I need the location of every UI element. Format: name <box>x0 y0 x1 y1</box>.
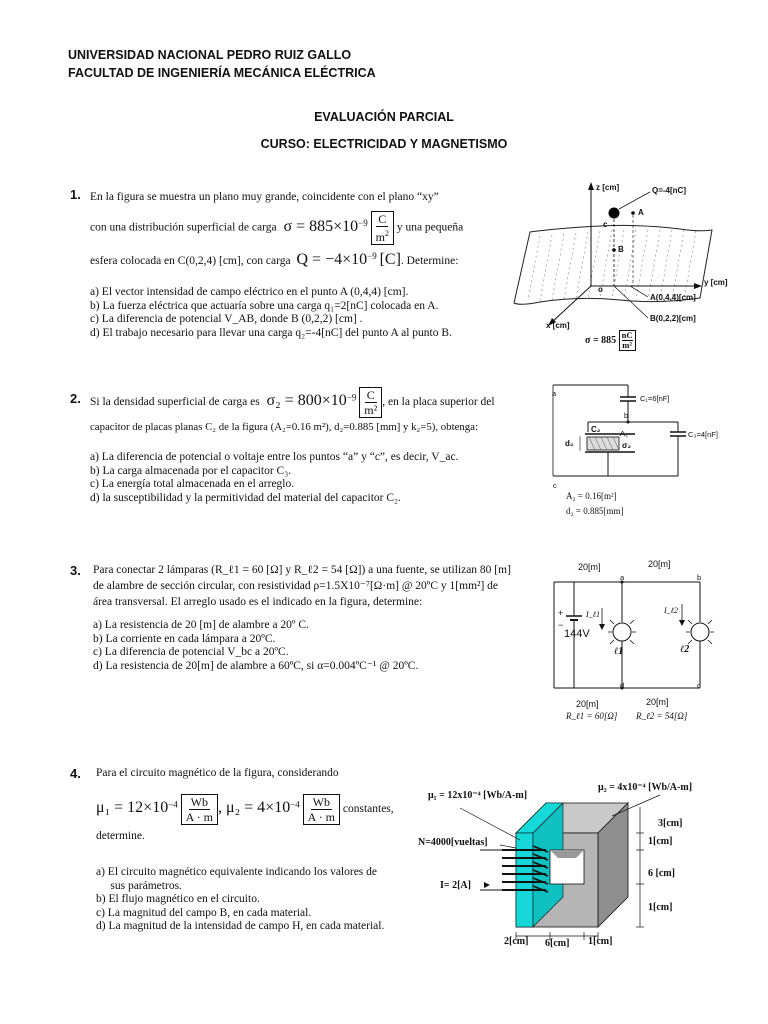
fig4-b6: 6[cm] <box>545 938 570 949</box>
fig2-c1: C₁=6[nF] <box>640 394 670 403</box>
fig3-w2: 20[m] <box>648 559 671 569</box>
fig2-s2: σ₂ <box>622 441 632 450</box>
fig1-a-label: A <box>638 208 644 217</box>
fig3-il1: I_ℓ1 <box>586 610 600 619</box>
q2-item-c: c) La energía total almacenada en el arreglo. <box>90 478 295 491</box>
fig2-a: a <box>552 389 557 398</box>
fig4-d6: 6 [cm] <box>648 868 675 879</box>
fig3-w4: 20[m] <box>646 697 669 707</box>
q1-item-b: b) La fuerza eléctrica que actuaría sobre una carga q₁=2[nC] colocada en A. <box>90 299 439 312</box>
q4-item-a: a) El circuito magnético equivalente indicando los valores de <box>96 866 378 878</box>
fig2-c2: C₂ <box>591 425 601 434</box>
n-leader <box>500 845 516 848</box>
q1-q-expr: Q = −4×10 <box>296 250 368 268</box>
mu1-leader <box>460 808 520 840</box>
q1-sigma-exp: −9 <box>358 217 368 228</box>
fig4-d3: 3[cm] <box>658 818 683 829</box>
q4-unit1-den: A · m <box>185 810 213 824</box>
fig2-area: A₂ = 0.16[m²] <box>566 491 617 501</box>
fig1-c-label: c <box>603 220 608 229</box>
q3-line-3: área transversal. El arreglo usado es el indicado en la figura, determine: <box>93 596 423 608</box>
fig1-x-label: x [cm] <box>546 321 570 330</box>
fig1-pb-label: B(0,2,2)[cm] <box>650 314 696 323</box>
q2-line-2: capacitor de placas planas C₂ de la figura (A₂=0.16 m²), d₂=0.885 [mm] y k₂=5), obtenga: <box>90 421 478 433</box>
q4-item-b: b) El flujo magnético en el circuito. <box>96 893 260 906</box>
q1-item-a: a) El vector intensidad de campo eléctrico en el punto A (0,4,4) [cm]. <box>90 286 409 298</box>
fig3-plus: + <box>558 608 564 618</box>
fig4-d1a: 1[cm] <box>648 836 673 847</box>
q3-line-1: Para conectar 2 lámparas (R_ℓ1 = 60 [Ω] y R_ℓ2 = 54 [Ω]) a una fuente, se utilizan 80 [m] <box>93 564 511 576</box>
q1-line-1: En la figura se muestra un plano muy grande, coincidente con el plano “xy” <box>90 191 439 203</box>
q2-line-1b: , en la placa superior del <box>382 396 495 409</box>
question-4-number: 4. <box>70 766 81 781</box>
q3-item-b: b) La corriente en cada lámpara a 20ºC. <box>93 632 276 645</box>
q4-unit2-num: Wb <box>312 795 330 809</box>
q4-item-a-cont: sus parámetros. <box>96 879 182 892</box>
question-1-number: 1. <box>70 187 81 202</box>
fig4-d1b: 1[cm] <box>648 902 673 913</box>
q3-line-2: de alambre de sección circular, con resistividad ρ=1.5X10⁻⁷[Ω·m] @ 20ºC y 1[mm²] de <box>93 580 499 592</box>
question-3-number: 3. <box>70 563 81 578</box>
fig3-voltage: 144V <box>564 628 590 640</box>
q1-item-d: d) El trabajo necesario para llevar una carga q₂=-4[nC] del punto A al punto B. <box>90 326 452 339</box>
fig3-c: c <box>697 681 701 690</box>
q4-line-1: Para el circuito magnético de la figura, considerando <box>96 767 339 779</box>
q1-line-2a: con una distribución superficial de carga <box>90 221 277 234</box>
fig1-y-label: y [cm] <box>704 278 728 287</box>
q3-item-d: d) La resistencia de 20[m] de alambre a 60ºC, si α=0.004ºC⁻¹ @ 20ºC. <box>93 659 419 672</box>
fig3-l1: ℓ1 <box>614 646 624 657</box>
fig3-w1: 20[m] <box>578 562 601 572</box>
q1-unit-den: m <box>375 230 385 244</box>
fig2-c3: C₃=4[nF] <box>688 430 718 439</box>
q4-mu2-exp: −4 <box>290 799 300 810</box>
q1-q-unit: [C] <box>379 250 401 268</box>
q4-constants: constantes, <box>342 803 394 816</box>
fig1-z-label: z [cm] <box>596 183 620 192</box>
fig3-r1: R_ℓ1 = 60[Ω] <box>566 711 618 721</box>
fig3-a: a <box>620 573 625 582</box>
exam-title: EVALUACIÓN PARCIAL <box>314 110 454 124</box>
fig3-d: d <box>620 681 625 690</box>
q2-item-d: d) la susceptibilidad y la permitividad del material del capacitor C₂. <box>90 491 401 504</box>
faculty-name: FACULTAD DE INGENIERÍA MECÁNICA ELÉCTRICA <box>68 66 376 80</box>
q1-sigma-expr: σ = 885×10 <box>283 217 359 235</box>
fig3-minus: − <box>558 620 564 630</box>
q4-mu1-exp: −4 <box>168 799 178 810</box>
fig2-a2: A₂ <box>620 429 628 438</box>
fig1-pa-label: A(0,4,4)[cm] <box>650 293 696 302</box>
q2-unit-den: m² <box>364 403 378 417</box>
q4-mu2: , μ₂ = 4×10 <box>218 799 291 817</box>
q4-mu1: μ₁ = 12×10 <box>96 799 169 817</box>
fig1-nc: nC <box>621 330 633 340</box>
q1-line-3b: . Determine: <box>400 254 459 267</box>
q2-unit-num: C <box>366 388 375 402</box>
fig4-mu2: μ₂ = 4x10⁻⁴ [Wb/A-m] <box>598 782 693 793</box>
q2-item-a: a) La diferencia de potencial o voltaje entre los puntos “a” y “c”, es decir, V_ac. <box>90 451 459 463</box>
q1-unit-num: C <box>378 212 387 226</box>
q1-item-c: c) La diferencia de potencial V_AB, donde B (0,2,2) [cm] . <box>90 313 363 326</box>
fig4-mu1: μ₁ = 12x10⁻⁴ [Wb/A-m] <box>428 790 528 801</box>
fig2-dist: d₂ = 0.885[mm] <box>566 506 624 516</box>
fig4-turns: N=4000[vueltas] <box>418 837 488 848</box>
q1-q-exp: −9 <box>367 251 377 261</box>
q4-item-c: c) La magnitud del campo B, en cada material. <box>96 906 312 919</box>
fig4-current: I= 2[A] <box>440 880 471 891</box>
q3-item-a: a) La resistencia de 20 [m] de alambre a 20º C. <box>93 619 309 631</box>
fig3-il2: I_ℓ2 <box>664 606 678 615</box>
q4-unit2-den: A · m <box>307 810 335 824</box>
fig4-b1: 1[cm] <box>588 936 613 947</box>
q2-item-b: b) La carga almacenada por el capacitor C₃. <box>90 464 292 477</box>
q4-unit1-num: Wb <box>190 795 208 809</box>
fig2-c: c <box>553 481 557 490</box>
fig4-b2: 2[cm] <box>504 936 529 947</box>
fig1-b-label: B <box>618 245 624 254</box>
current-arrow <box>484 882 490 888</box>
university-name: UNIVERSIDAD NACIONAL PEDRO RUIZ GALLO <box>68 48 352 62</box>
fig2-b: b <box>624 411 629 420</box>
q1-unit-den-exp: 2 <box>384 229 389 238</box>
q2-sigma-exp: −9 <box>346 392 357 403</box>
fig3-r2: R_ℓ2 = 54[Ω] <box>636 711 688 721</box>
q1-line-2b: y una pequeña <box>396 221 464 234</box>
fig1-m2: m² <box>622 340 632 350</box>
cyan-leg <box>516 833 533 927</box>
q4-item-d: d) La magnitud de la intensidad de campo H, en cada material. <box>96 920 385 933</box>
question-2-number: 2. <box>70 391 81 406</box>
q2-line-1a: Si la densidad superficial de carga es <box>90 396 260 409</box>
q2-sigma-expr: σ₂ = 800×10 <box>266 392 347 410</box>
fig1-q-label: Q=-4[nC] <box>652 186 686 195</box>
fig1-o-label: o <box>598 285 603 294</box>
fig3-w3: 20[m] <box>576 699 599 709</box>
course-title: CURSO: ELECTRICIDAD Y MAGNETISMO <box>260 137 508 151</box>
q3-item-c: c) La diferencia de potencial V_bc a 20ºC. <box>93 646 289 659</box>
fig3-b: b <box>697 573 702 582</box>
fig3-l2: ℓ2 <box>680 644 690 655</box>
fig2-d2: d₂ <box>565 439 574 448</box>
fig1-sigma-text: σ = 885 <box>585 334 617 346</box>
q1-line-3a: esfera colocada en C(0,2,4) [cm], con carga <box>90 254 291 267</box>
q4-determine: determine. <box>96 830 145 842</box>
